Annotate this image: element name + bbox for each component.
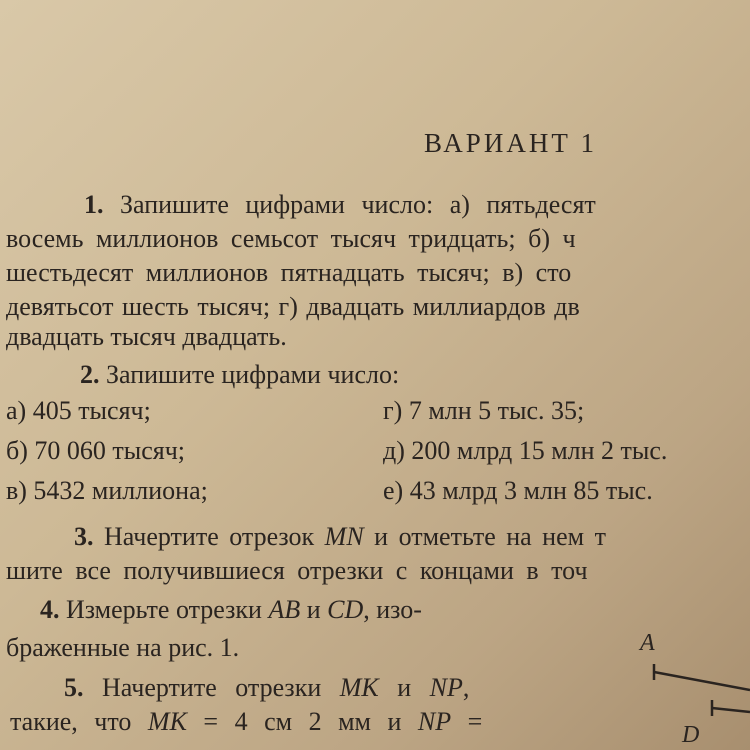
task1-line3: шестьдесят миллионов пятнадцать тысяч; в) сто [6,258,572,287]
task2-item-f: е) 43 млрд 3 млн 85 тыс. [383,476,653,505]
task4-text-c: , изо- [363,595,422,624]
task5-var-np2: NP [417,707,452,736]
task3-var-mn: MN [324,522,364,551]
task4-var-cd: CD [327,595,364,624]
task1-text-line1: Запишите цифрами число: а) пятьдесят [120,190,596,219]
task5-var-mk2: MK [147,707,187,736]
task5-text-b: и [397,673,412,702]
task4-line2: браженные на рис. 1. [6,633,240,662]
task2-number: 2. [80,360,100,389]
task3-number: 3. [74,522,94,551]
task2-item-a: а) 405 тысяч; [6,396,151,425]
figure-label-a: A [640,630,655,656]
show-through-text [425,44,750,197]
task5-line2 [10,707,482,737]
task4-var-ab: AB [268,595,301,624]
task3-line2: шите все получившиеся отрезки с концами в точ [6,556,588,585]
figure-label-d: D [682,722,700,748]
task1-line4: девятьсот шесть тысяч; г) двадцать миллиардов дв [6,292,580,321]
segment-cd [712,708,750,712]
task5-text-c: , [462,673,470,702]
task5-text-a: Начертите отрезки [102,673,322,702]
task5-number: 5. [64,673,84,702]
task5-line1 [64,673,469,703]
task2-item-b: б) 70 060 тысяч; [6,436,186,465]
segment-ab [654,672,750,690]
task5-var-np: NP [429,673,463,702]
task4-line1 [40,595,422,625]
task2-item-e: д) 200 млрд 15 млн 2 тыс. [383,436,668,465]
task2-text: Запишите цифрами число: [106,360,400,389]
task1-line5: двадцать тысяч двадцать. [6,322,287,351]
task5-var-mk: MK [339,673,379,702]
task5-text-f: = [467,707,483,736]
task3-text-a: Начертите отрезок [104,522,315,551]
task1-line1 [84,190,596,220]
task4-text-b: и [306,595,321,624]
task2-item-c: в) 5432 миллиона; [6,476,208,505]
task5-text-e: = 4 см 2 мм и [203,707,402,736]
task1-number: 1. [84,190,104,219]
task1-line2: восемь миллионов семьсот тысяч тридцать; б) ч [6,224,576,253]
task4-number: 4. [40,595,60,624]
task4-text-a: Измерьте отрезки [66,595,262,624]
variant-title: ВАРИАНТ 1 [424,128,598,158]
task3-line1 [74,522,606,552]
task3-text-b: и отметьте на нем т [374,522,606,551]
task5-text-d: такие, что [10,707,132,736]
task2-item-d: г) 7 млн 5 тыс. 35; [383,396,585,425]
task2-heading [80,360,399,390]
